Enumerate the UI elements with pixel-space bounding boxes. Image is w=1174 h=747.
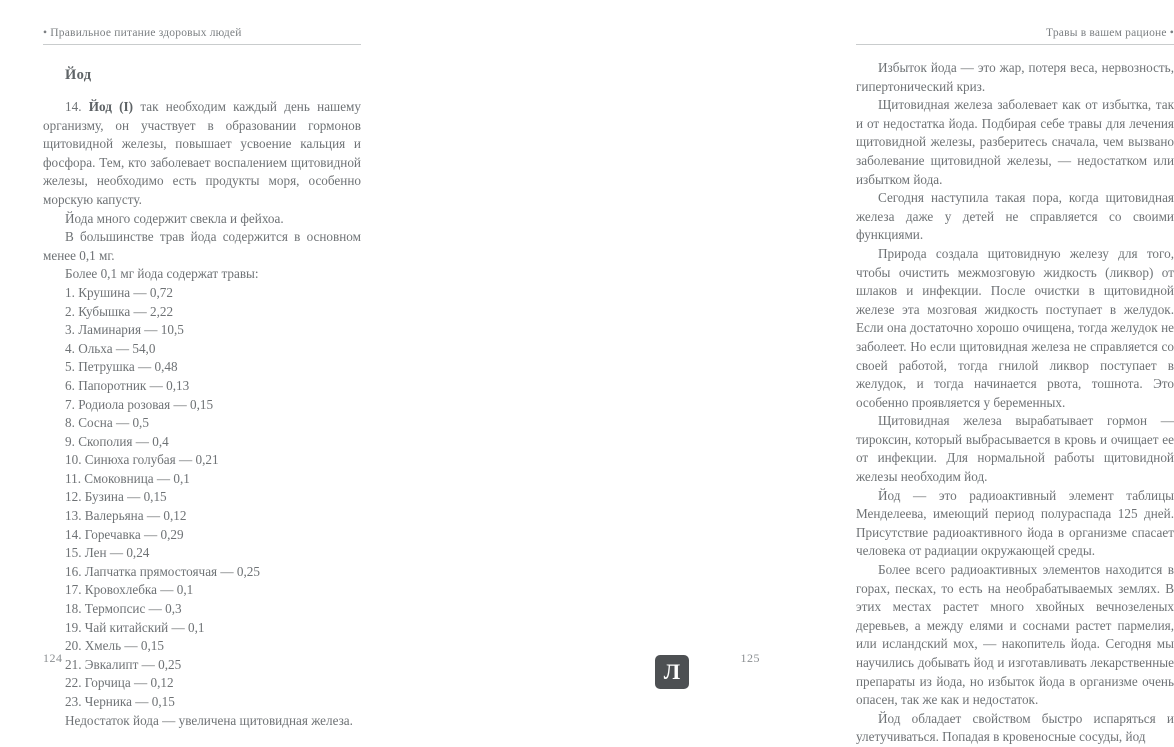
- paragraph-children-thyroid: Сегодня наступила такая пора, когда щитовидная железа даже у детей не справляется со своими функциями.: [856, 190, 1174, 243]
- list-item: 17. Кровохлебка — 0,1: [65, 582, 194, 598]
- list-item-number: 14.: [65, 99, 89, 114]
- paragraph-parmelia-moss: Более всего радиоактивных элементов находится в горах, песках, то есть на необрабатываемых землях. В этих местах растет много хвойных вечнозеленых деревьев, а между елями и соснами растет пармелия, или исландский мох, — накопитель йода. Сегодня мы научились добывать йод и изготавливать лекарственные препараты из йода, но избыток йода в организме очень опасен, так же как и недостаток.: [856, 562, 1174, 708]
- list-item: 23. Черника — 0,15: [65, 694, 175, 709]
- list-item: 10. Синюха голубая — 0,21: [65, 452, 219, 468]
- list-item: 16. Лапчатка прямостоячая — 0,25: [65, 563, 260, 579]
- running-head-right: Травы в вашем рационе •: [1046, 27, 1174, 39]
- section-title: Йод: [65, 67, 92, 83]
- paragraph-iodine-intro: [43, 98, 361, 210]
- paragraph-most-herbs: В большинстве трав йода содержится в основном менее 0,1 мг.: [43, 229, 361, 263]
- list-item: 6. Папоротник — 0,13: [65, 377, 190, 393]
- list-item: 20. Хмель — 0,15: [65, 638, 164, 654]
- page-number-left: 124: [43, 651, 63, 665]
- list-item: 14. Горечавка — 0,29: [65, 526, 184, 542]
- list-item: 4. Ольха — 54,0: [65, 340, 156, 356]
- page-number-right: 125: [740, 651, 760, 665]
- list-item: 3. Ламинария — 10,5: [65, 322, 184, 338]
- running-head-left: • Правильное питание здоровых людей: [43, 27, 242, 39]
- list-item: 15. Лен — 0,24: [65, 545, 150, 561]
- header-rule-right: [856, 44, 1174, 45]
- list-item: 18. Термопсис — 0,3: [65, 601, 182, 617]
- paragraph-thyroid-illness: Щитовидная железа заболевает как от избытка, так и от недостатка йода. Подбирая себе травы для лечения щитовидной железы, разберитесь сначала, чем вызвано заболевание щитовидной железы, — недостатком или избытком йода.: [856, 97, 1174, 187]
- paragraph-iodine-evaporation: Йод обладает свойством быстро испаряться и улетучиваться. Попадая в кровеносные сосуды, йод: [856, 710, 1174, 745]
- list-item: 9. Скополия — 0,4: [65, 433, 169, 449]
- paragraph-iodine-deficiency: Недостаток йода — увеличена щитовидная железа.: [65, 712, 353, 728]
- list-item: 11. Смоковница — 0,1: [65, 470, 190, 486]
- iodine-symbol: Йод (I): [88, 99, 134, 114]
- publisher-logo-icon: Л: [655, 655, 689, 689]
- paragraph-radioactive-iodine: Йод — это радиоактивный элемент таблицы Менделеева, имеющий период полураспада 125 дней. Присутствие радиоактивного йода в организме спасает человека от радиации окружающей среды.: [856, 487, 1174, 559]
- list-item: 2. Кубышка — 2,22: [65, 303, 174, 319]
- list-item: 8. Сосна — 0,5: [65, 415, 149, 431]
- list-item: 1. Крушина — 0,72: [65, 284, 173, 300]
- left-page: [0, 0, 400, 728]
- right-page: [400, 0, 1174, 745]
- paragraph-list-lead-in: Более 0,1 мг йода содержат травы:: [65, 266, 259, 282]
- paragraph-beet-feijoa: Йода много содержит свекла и фейхоа.: [65, 210, 284, 226]
- header-rule-left: [43, 44, 361, 45]
- left-page-text-column: [43, 26, 361, 730]
- paragraph-thyroid-purpose: Природа создала щитовидную железу для того, чтобы очистить межмозговую жидкость (ликвор) от шлаков и инфекции. После очистки в щитовидной железе эта мозговая жидкость поступает в желудок. Если она достаточно хорошо очищена, тогда желудок не заболеет. Но если щитовидная железа не справляется со своей работой, тогда гнилой ликвор поступает в желудок, и тогда начинается рвота, тошнота. Это особенно проявляется у беременных.: [856, 245, 1174, 410]
- list-item: 12. Бузина — 0,15: [65, 489, 167, 505]
- paragraph-iodine-excess: Избыток йода — это жар, потеря веса, нервозность, гипертонический криз.: [856, 60, 1174, 94]
- paragraph-thyroxine: Щитовидная железа вырабатывает гормон — тироксин, который выбрасывается в кровь и очищает ее от инфекции. Для нормальной работы щитовидной железы необходим йод.: [856, 413, 1174, 485]
- list-item: 22. Горчица — 0,12: [65, 675, 174, 691]
- list-item: 13. Валерьяна — 0,12: [65, 508, 187, 524]
- herb-iodine-list: [43, 284, 361, 712]
- list-item: 5. Петрушка — 0,48: [65, 359, 178, 375]
- paragraph-intro-text: так необходим каждый день нашему организму, он участвует в образовании гормонов щитовидной железы, повышает усвоение кальция и фосфора. Тем, кто заболевает воспалением щитовидной железы, необходимо есть продукты моря, особенно морскую капусту.: [43, 99, 361, 207]
- right-page-text-column: [856, 26, 1174, 747]
- list-item: 21. Эвкалипт — 0,25: [65, 656, 182, 672]
- list-item: 7. Родиола розовая — 0,15: [65, 396, 214, 412]
- list-item: 19. Чай китайский — 0,1: [65, 619, 205, 635]
